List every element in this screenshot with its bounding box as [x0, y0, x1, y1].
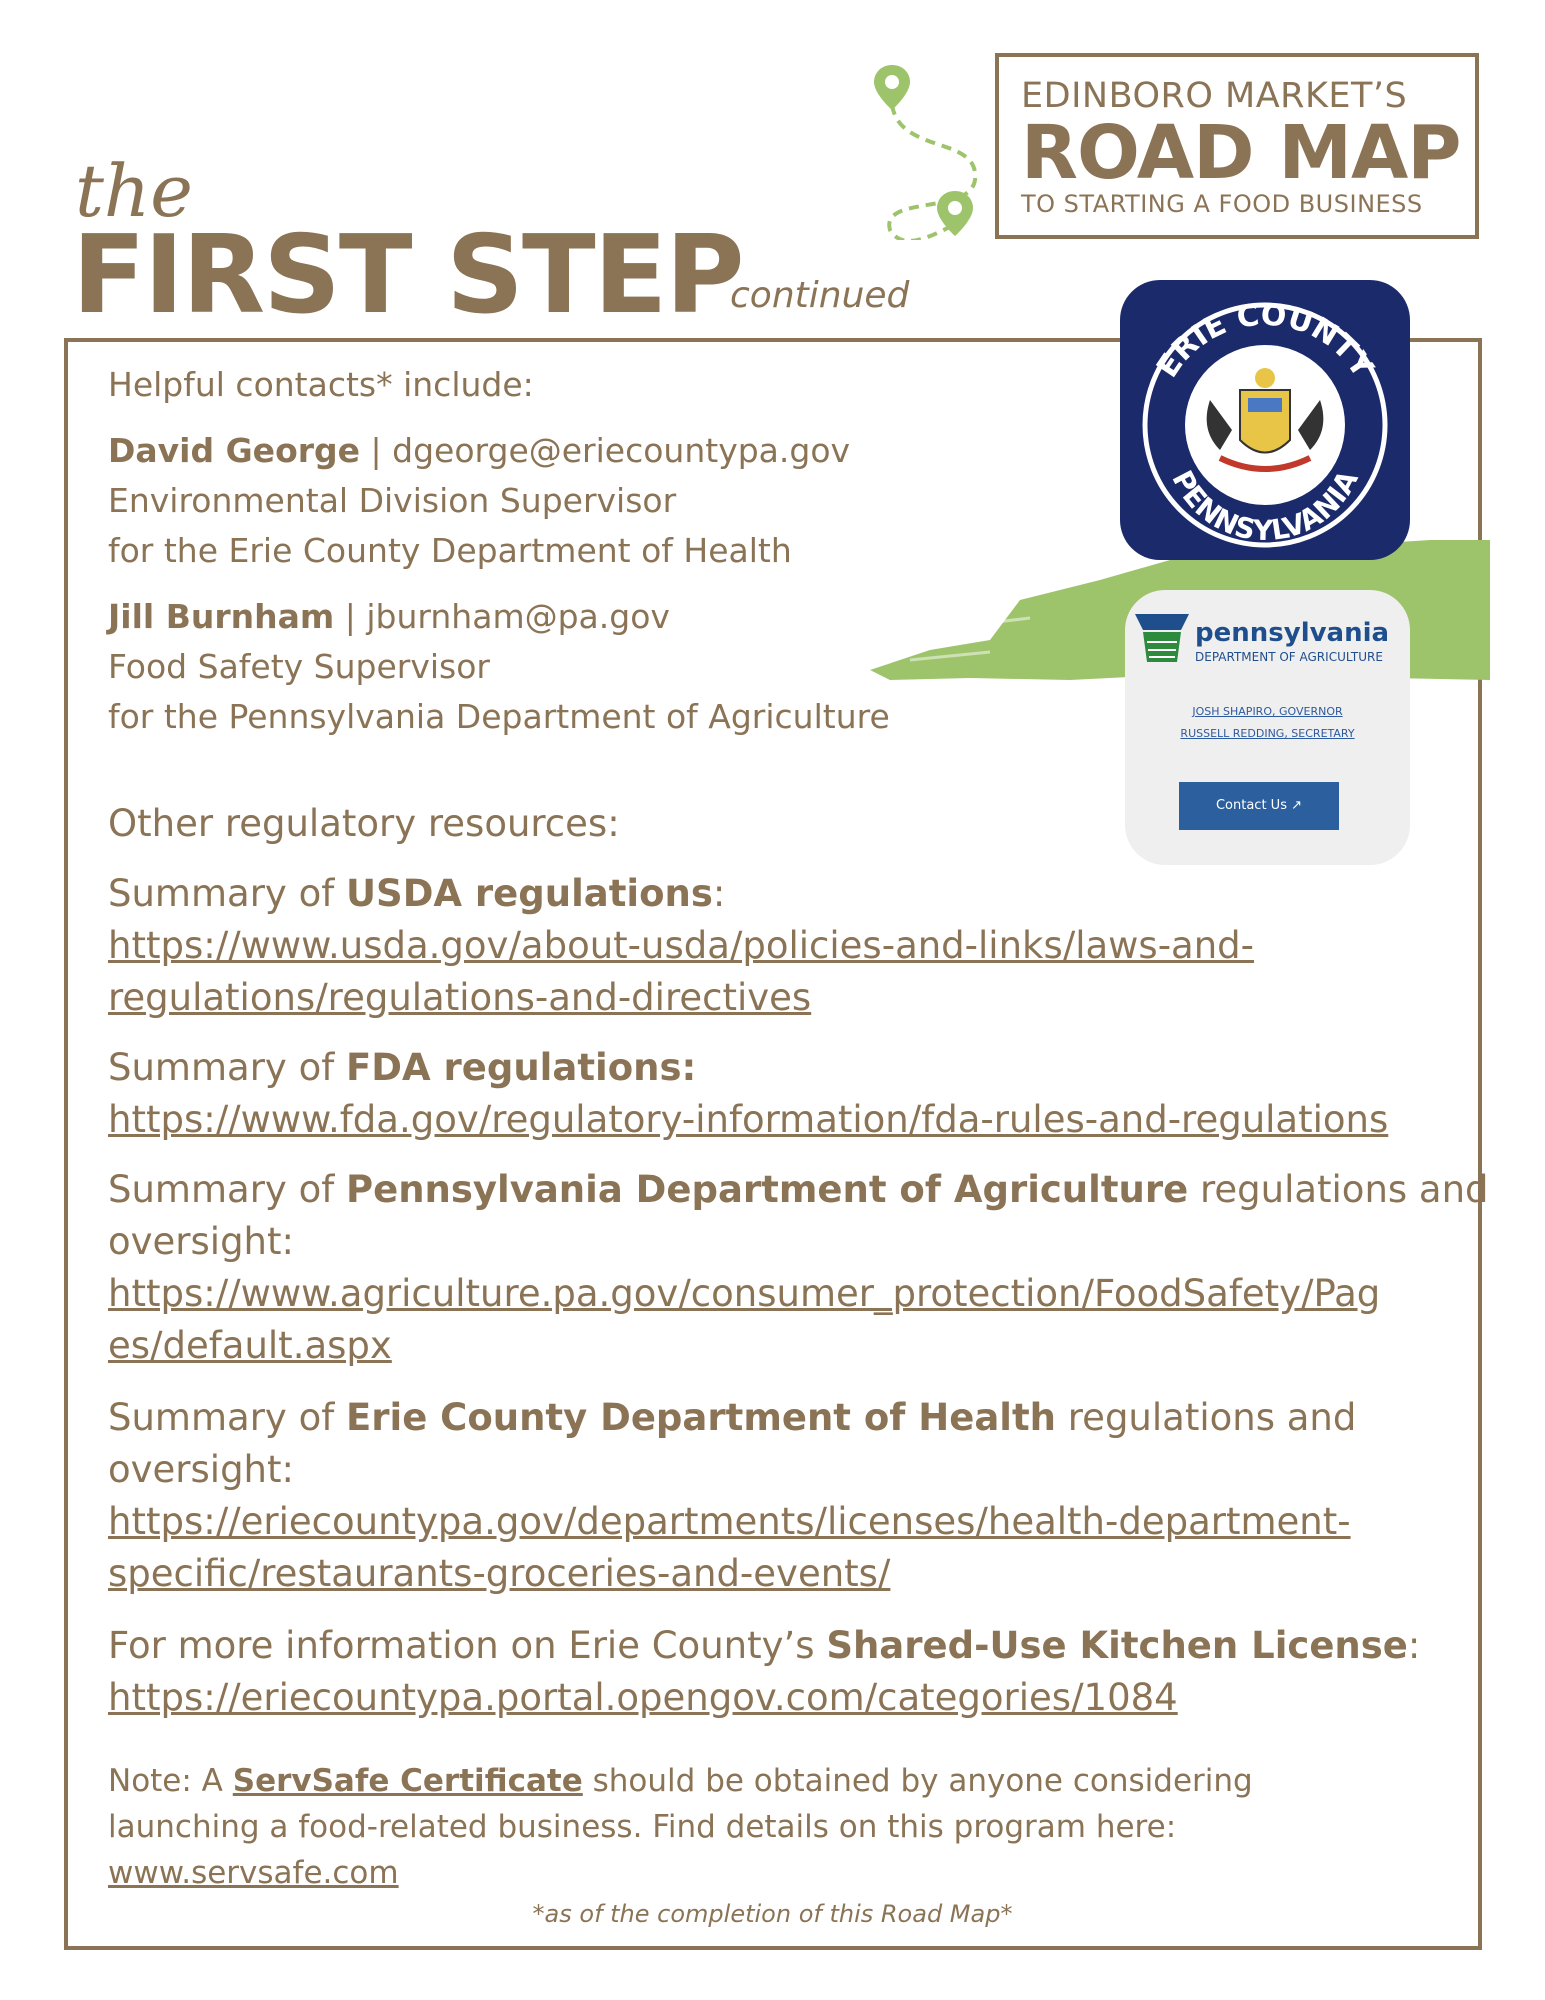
usda-summary [108, 868, 725, 920]
kitchen-pre: For more information on Erie County’s [108, 1624, 827, 1667]
pda-link-cont[interactable]: es/default.aspx [108, 1324, 392, 1367]
pa-secretary-link[interactable]: RUSSELL REDDING, SECRETARY [1180, 727, 1355, 740]
roadmap-line3: TO STARTING A FOOD BUSINESS [1021, 190, 1423, 218]
roadmap-badge [995, 53, 1479, 239]
contact-email[interactable]: jburnham@pa.gov [366, 597, 670, 636]
fda-bold: FDA regulations: [346, 1046, 697, 1089]
usda-link[interactable]: https://www.usda.gov/about-usda/policies-and-links/laws-and- [108, 924, 1255, 967]
contact-us-button[interactable] [1179, 782, 1339, 830]
contact-separator: | [360, 431, 393, 470]
contact-title: Food Safety Supervisor [108, 647, 490, 686]
ecdh-link[interactable]: https://eriecountypa.gov/departments/licenses/health-department- [108, 1500, 1351, 1543]
pa-brand-name: pennsylvania [1195, 618, 1390, 648]
ecdh-link-cont[interactable]: specific/restaurants-groceries-and-events/ [108, 1552, 891, 1595]
contact-name: David George [108, 431, 361, 470]
usda-post: : [712, 872, 726, 915]
map-pin-icon [937, 191, 973, 236]
external-link-icon: ↗ [1291, 798, 1303, 813]
pda-summary [108, 1164, 1489, 1216]
contact-us-label: Contact Us [1215, 798, 1287, 813]
servsafe-link[interactable]: ServSafe Certificate [232, 1763, 583, 1799]
pda-pre: Summary of [108, 1168, 346, 1211]
pda-bold: Pennsylvania Department of Agriculture [346, 1168, 1189, 1211]
kitchen-summary [108, 1620, 1420, 1672]
ecdh-pre: Summary of [108, 1396, 346, 1439]
contact-separator: | [334, 597, 367, 636]
seal-top-text: ERIE COUNTY [1149, 297, 1380, 385]
pa-governor-link[interactable]: JOSH SHAPIRO, GOVERNOR [1192, 705, 1343, 718]
kitchen-post: : [1407, 1624, 1421, 1667]
roadmap-line1: EDINBORO MARKET’S [1021, 76, 1408, 116]
ecdh-summary-cont: oversight: [108, 1448, 294, 1491]
ecdh-summary [108, 1392, 1356, 1444]
seal-bottom-text: PENNSYLVANIA [1165, 465, 1365, 548]
route-map-icon [860, 55, 1000, 240]
note-line [108, 1758, 1253, 1804]
usda-link-cont[interactable]: regulations/regulations-and-directives [108, 976, 812, 1019]
ecdh-bold: Erie County Department of Health [346, 1396, 1057, 1439]
usda-bold: USDA regulations [346, 872, 713, 915]
title-continued: continued [730, 275, 910, 316]
resources-heading: Other regulatory resources: [108, 802, 620, 845]
contact-title: Environmental Division Supervisor [108, 481, 677, 520]
title-first-step: FIRST STEP [72, 213, 743, 338]
roadmap-line2: ROAD MAP [1021, 110, 1461, 196]
note-line-2: launching a food-related business. Find details on this program here: [108, 1809, 1177, 1845]
contact-org: for the Pennsylvania Department of Agriculture [108, 697, 890, 736]
contact-email[interactable]: dgeorge@eriecountypa.gov [392, 431, 851, 470]
kitchen-link[interactable]: https://eriecountypa.portal.opengov.com/categories/1084 [108, 1676, 1178, 1719]
contact-name: Jill Burnham [108, 597, 335, 636]
pda-post: regulations and [1188, 1168, 1489, 1211]
pda-link[interactable]: https://www.agriculture.pa.gov/consumer_protection/FoodSafety/Pag [108, 1272, 1381, 1315]
pda-summary-cont: oversight: [108, 1220, 294, 1263]
kitchen-bold: Shared-Use Kitchen License [826, 1624, 1408, 1667]
contacts-heading: Helpful contacts* include: [108, 365, 534, 404]
fda-link[interactable]: https://www.fda.gov/regulatory-information/fda-rules-and-regulations [108, 1098, 1389, 1141]
keystone-logo-icon [1133, 612, 1191, 664]
title-the: the [75, 149, 193, 233]
erie-county-seal [1120, 280, 1410, 560]
note-post: should be obtained by anyone considering [582, 1763, 1253, 1799]
pa-agriculture-card [1125, 590, 1410, 865]
ecdh-post: regulations and [1056, 1396, 1357, 1439]
contact-line [108, 592, 670, 642]
pa-department: DEPARTMENT OF AGRICULTURE [1195, 650, 1383, 664]
servsafe-url-link[interactable]: www.servsafe.com [108, 1855, 399, 1891]
footnote: *as of the completion of this Road Map* [532, 1900, 1013, 1928]
usda-pre: Summary of [108, 872, 346, 915]
map-pin-icon [874, 65, 910, 110]
fda-pre: Summary of [108, 1046, 346, 1089]
contact-line [108, 426, 850, 476]
contact-org: for the Erie County Department of Health [108, 531, 792, 570]
fda-summary [108, 1042, 696, 1094]
note-pre: Note: A [108, 1763, 233, 1799]
erie-county-seal-icon [1120, 280, 1410, 560]
